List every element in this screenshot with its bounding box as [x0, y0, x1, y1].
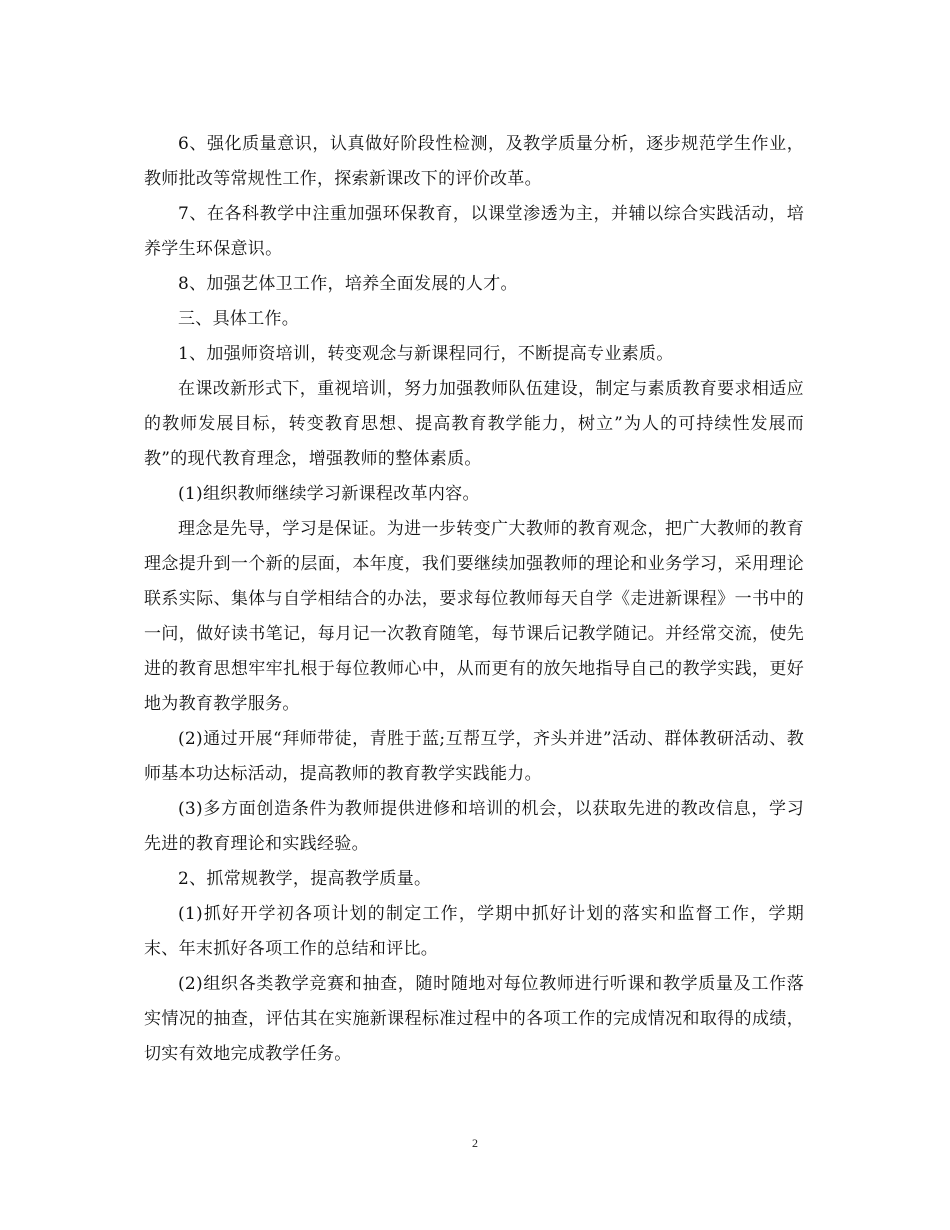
- paragraph-item-2-mentoring-activities: (2)通过开展“拜师带徒，青胜于蓝;互帮互学，齐头并进”活动、群体教研活动、教师基本功达标活动，提高教师的教育教学实践能力。: [144, 729, 804, 784]
- paragraph-item-2-competitions-inspections: (2)组织各类教学竞赛和抽查，随时随地对每位教师进行听课和教学质量及工作落实情况的抽查，评估其在实施新课程标准过程中的各项工作的完成情况和取得的成绩，切实有效地完成教学任务。: [144, 974, 804, 1064]
- paragraph-item-1-study-new-curriculum: (1)组织教师继续学习新课程改革内容。: [178, 484, 480, 504]
- paragraph-concept-learning: 理念是先导，学习是保证。为进一步转变广大教师的教育观念，把广大教师的教育理念提升到一个新的层面，本年度，我们要继续加强教师的理论和业务学习，采用理论联系实际、集体与自学相结合的办法，要求每位教师每天自学《走进新课程》一书中的一问，做好读书笔记，每月记一次教育随笔，每节课后记教学随记。并经常交流，使先进的教育思想牢牢扎根于每位教师心中，从而更有的放矢地指导自己的教学实践，更好地为教育教学服务。: [144, 519, 804, 714]
- paragraph-item-1-planning: (1)抓好开学初各项计划的制定工作，学期中抓好计划的落实和监督工作，学期末、年末抓好各项工作的总结和评比。: [144, 904, 804, 959]
- paragraph-teacher-training-heading: 1、加强师资培训，转变观念与新课程同行，不断提高专业素质。: [178, 344, 674, 364]
- paragraph-teacher-team-building: 在课改新形式下，重视培训，努力加强教师队伍建设，制定与素质教育要求相适应的教师发展目标，转变教育思想、提高教育教学能力，树立”为人的可持续性发展而教”的现代教育理念，增强教师的整体素质。: [144, 379, 804, 469]
- paragraph-regular-teaching-heading: 2、抓常规教学，提高教学质量。: [178, 869, 432, 889]
- paragraph-item-3-training-opportunities: (3)多方面创造条件为教师提供进修和培训的机会，以获取先进的教改信息，学习先进的教育理论和实践经验。: [144, 799, 804, 854]
- section-heading-specific-work: 三、具体工作。: [178, 309, 300, 329]
- page-number: 2: [472, 1136, 478, 1150]
- paragraph-quality-awareness: 6、强化质量意识，认真做好阶段性检测，及教学质量分析，逐步规范学生作业，教师批改等常规性工作，探索新课改下的评价改革。: [144, 134, 804, 189]
- document-body: [144, 127, 804, 1072]
- paragraph-environmental-education: 7、在各科教学中注重加强环保教育，以课堂渗透为主，并辅以综合实践活动，培养学生环保意识。: [144, 204, 804, 259]
- paragraph-arts-sports-health: 8、加强艺体卫工作，培养全面发展的人才。: [178, 274, 518, 294]
